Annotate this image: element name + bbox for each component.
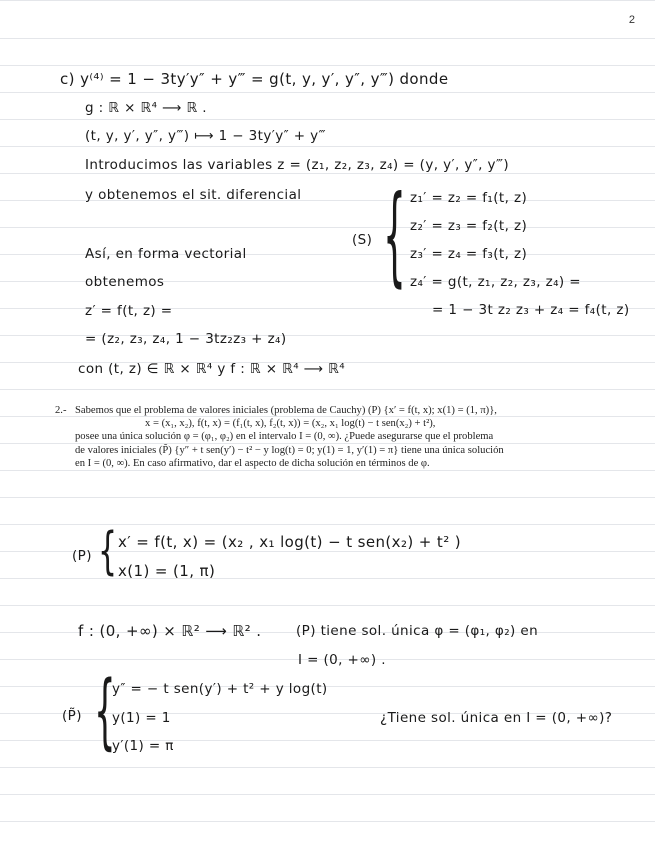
part-c-line-3: (t, y, y′, y″, y‴) ⟼ 1 − 3ty′y″ + y‴ <box>85 128 326 144</box>
part-c-line-7: obtenemos <box>85 274 165 290</box>
problem-p-eq-1: x′ = f(t, x) = (x₂ , x₁ log(t) − t sen(x₂) + t² ) <box>118 533 462 551</box>
exercise-2-line-5: en I = (0, ∞). En caso afirmativo, dar el aspecto de dicha solución en términos de φ. <box>75 457 430 469</box>
exercise-2-line-4: de valores iniciales (P̃) {y″ + t sen(y′) − t² − y log(t) = 0; y(1) = 1, y′(1) = π} tiene una única solución <box>75 444 504 456</box>
part-c-line-5: y obtenemos el sit. diferencial <box>85 187 302 203</box>
problem-p-tilde-label: (P̃) <box>62 708 82 724</box>
system-s-eq-3: z₃′ = z₄ = f₃(t, z) <box>410 246 528 262</box>
system-s-eq-4: z₄′ = g(t, z₁, z₂, z₃, z₄) = <box>410 274 581 290</box>
exercise-2-line-3: posee una única solución φ = (φ₁, φ₂) en el intervalo I = (0, ∞). ¿Puede asegurarse que el problema <box>75 431 494 443</box>
page-number: 2 <box>628 14 635 26</box>
problem-p-tilde-brace: { <box>94 664 116 761</box>
system-s-eq-4-tail: = 1 − 3t z₂ z₃ + z₄ = f₄(t, z) <box>432 302 630 318</box>
exercise-2-line-1: Sabemos que el problema de valores iniciales (problema de Cauchy) (P) {x′ = f(t, x); x(1) = (1, π)}, <box>75 405 497 416</box>
part-c-line-8: z′ = f(t, z) = <box>85 303 173 319</box>
uniqueness-question: ¿Tiene sol. única en I = (0, +∞)? <box>380 710 613 726</box>
function-f-definition: f : (0, +∞) × ℝ² ⟶ ℝ² . <box>78 622 262 640</box>
exercise-2-line-2: x = (x₁, x₂), f(t, x) = (f₁(t, x), f₂(t, x)) = (x₂, x₁ log(t) − t sen(x₂) + t²), <box>145 418 436 430</box>
exercise-2-number: 2.- <box>55 405 67 416</box>
part-c-line-10: con (t, z) ∈ ℝ × ℝ⁴ y f : ℝ × ℝ⁴ ⟶ ℝ⁴ <box>78 361 346 377</box>
part-c-line-1: c) y⁽⁴⁾ = 1 − 3ty′y″ + y‴ = g(t, y, y′, y″, y‴) donde <box>60 70 449 88</box>
system-s-eq-1: z₁′ = z₂ = f₁(t, z) <box>410 190 528 206</box>
system-s-label: (S) <box>352 232 373 248</box>
system-s-brace: { <box>383 176 406 299</box>
problem-p-eq-2: x(1) = (1, π) <box>118 562 216 580</box>
part-c-line-9: = (z₂, z₃, z₄, 1 − 3tz₂z₃ + z₄) <box>85 331 287 347</box>
problem-p-tilde-eq-3: y′(1) = π <box>112 738 174 754</box>
interval-i: I = (0, +∞) . <box>298 652 386 668</box>
exercise-2-statement <box>55 404 555 470</box>
part-c-line-6: Así, en forma vectorial <box>85 246 247 262</box>
part-c-line-2: g : ℝ × ℝ⁴ ⟶ ℝ . <box>85 100 208 116</box>
unique-solution-statement: (P) tiene sol. única φ = (φ₁, φ₂) en <box>296 623 539 639</box>
problem-p-tilde-eq-2: y(1) = 1 <box>112 710 171 726</box>
problem-p-label: (P) <box>72 548 92 564</box>
system-s-eq-2: z₂′ = z₃ = f₂(t, z) <box>410 218 528 234</box>
problem-p-brace: { <box>98 521 118 582</box>
problem-p-tilde-eq-1: y″ = − t sen(y′) + t² + y log(t) <box>112 681 328 697</box>
part-c-line-4: Introducimos las variables z = (z₁, z₂, z₃, z₄) = (y, y′, y″, y‴) <box>85 157 510 173</box>
